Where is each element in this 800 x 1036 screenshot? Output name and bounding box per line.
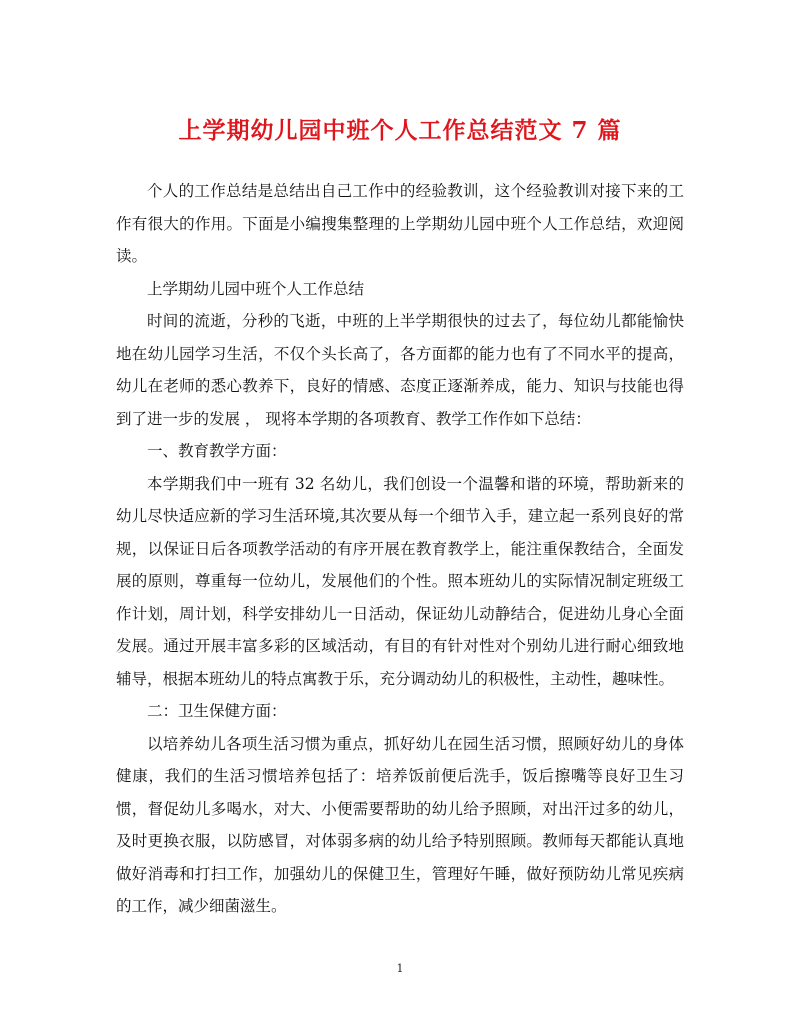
section-heading: 上学期幼儿园中班个人工作总结 xyxy=(147,279,365,298)
intro-paragraph: 个人的工作总结是总结出自己工作中的经验教训，这个经验教训对接下来的工作有很大的作用。下面是小编搜集整理的上学期幼儿园中班个人工作总结，欢迎阅读。 xyxy=(116,182,684,265)
page-number: 1 xyxy=(396,962,404,975)
subsection-heading-education: 一、教育教学方面： xyxy=(147,442,287,460)
document-body xyxy=(116,175,684,923)
body-paragraph: 本学期我们中一班有 32 名幼儿，我们创设一个温馨和谐的环境，帮助新来的幼儿尽快适应新的学习生活环境,其次要从每一个细节入手，建立起一系列良好的常规，以保证日后各项教学活动的有序开展在教育教学上，能注重保教结合，全面发展的原则，尊重每一位幼儿，发展他们的个性。照本班幼儿的实际情况制定班级工作计划，周计划，科学安排幼儿一日活动，保证幼儿动静结合，促进幼儿身心全面发展。通过开展丰富多彩的区域活动，有目的有针对性对个别幼儿进行耐心细致地辅导，根据本班幼儿的特点寓教于乐，充分调动幼儿的积极性，主动性，趣味性。 xyxy=(116,474,684,688)
document-title: 上学期幼儿园中班个人工作总结范文 7 篇 xyxy=(178,117,622,144)
body-paragraph: 时间的流逝，分秒的飞逝，中班的上半学期很快的过去了，每位幼儿都能愉快地在幼儿园学习生活，不仅个头长高了，各方面都的能力也有了不同水平的提高，幼儿在老师的悉心教养下，良好的情感、态度正逐渐养成，能力、知识与技能也得到了进一步的发展 ， 现将本学期的各项教育、教学工作作如下总结： xyxy=(116,312,684,428)
body-paragraph: 以培养幼儿各项生活习惯为重点，抓好幼儿在园生活习惯，照顾好幼儿的身体健康，我们的生活习惯培养包括了：培养饭前便后洗手，饭后擦嘴等良好卫生习惯，督促幼儿多喝水，对大、小便需要帮助的幼儿给予照顾，对出汗过多的幼儿，及时更换衣服，以防感冒，对体弱多病的幼儿给予特别照顾。教师每天都能认真地做好消毒和打扫工作，加强幼儿的保健卫生，管理好午睡，做好预防幼儿常见疾病的工作，减少细菌滋生。 xyxy=(116,734,684,915)
subsection-heading-health: 二：卫生保健方面： xyxy=(147,702,287,720)
